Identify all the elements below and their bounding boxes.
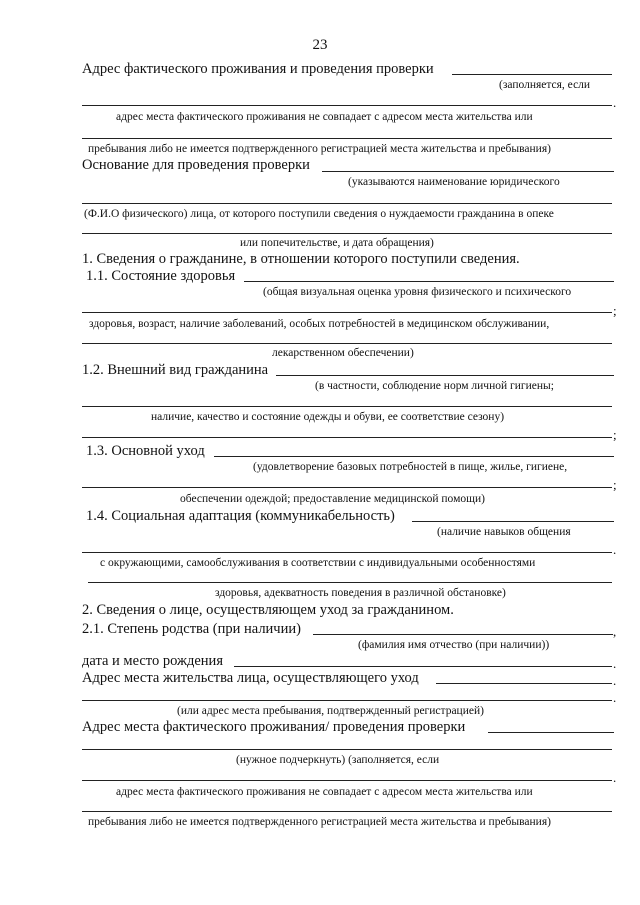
comma-mark: ,	[613, 624, 617, 639]
adaptation-label: 1.4. Социальная адаптация (коммуникабельность)	[86, 508, 395, 524]
health-field-2[interactable]	[82, 312, 612, 313]
health-field-3[interactable]	[82, 343, 612, 344]
section-2-heading: 2. Сведения о лице, осуществляющем уход за гражданином.	[82, 602, 454, 618]
note-clothing: наличие, качество и состояние одежды и обуви, ее соответствие сезону)	[151, 411, 505, 423]
note-full-name: (фамилия имя отчество (при наличии))	[358, 639, 550, 651]
caregiver-address-field-2[interactable]	[82, 700, 612, 701]
birth-label: дата и место рождения	[82, 653, 223, 669]
birth-field[interactable]	[234, 666, 612, 667]
note-communication: (наличие навыков общения	[437, 526, 571, 538]
note-fill-if: (заполняется, если	[499, 79, 591, 91]
basis-label: Основание для проведения проверки	[82, 157, 310, 173]
health-field[interactable]	[244, 281, 614, 282]
caregiver-address-label: Адрес места жительства лица, осуществляющего уход	[82, 670, 419, 686]
note-hygiene: (в частности, соблюдение норм личной гигиены;	[315, 380, 554, 392]
period-mark: .	[613, 656, 617, 671]
appearance-label: 1.2. Внешний вид гражданина	[82, 362, 269, 378]
appearance-field[interactable]	[276, 375, 614, 376]
page-number: 23	[312, 37, 328, 53]
caregiver-actual-field[interactable]	[488, 732, 614, 733]
caregiver-actual-field-4[interactable]	[82, 811, 612, 812]
note-basic-needs: (удовлетворение базовых потребностей в пище, жилье, гигиене,	[253, 461, 568, 473]
period-mark: .	[613, 95, 617, 110]
care-field[interactable]	[214, 456, 614, 457]
note-address-mismatch-2: адрес места фактического проживания не совпадает с адресом места жительства или	[116, 786, 533, 798]
semicolon-mark: ;	[613, 427, 617, 442]
period-mark: .	[613, 542, 617, 557]
section-1-heading: 1. Сведения о гражданине, в отношении которого поступили сведения.	[82, 251, 520, 267]
note-behavior: здоровья, адекватность поведения в различной обстановке)	[215, 587, 506, 599]
note-health-assessment: (общая визуальная оценка уровня физического и психического	[263, 286, 572, 298]
appearance-field-2[interactable]	[82, 406, 612, 407]
note-physical-person: (Ф.И.О физического) лица, от которого поступили сведения о нуждаемости гражданина в опеке	[84, 208, 554, 220]
note-legal-name: (указываются наименование юридического	[348, 176, 560, 188]
note-self-service: с окружающими, самообслуживания в соответствии с индивидуальными особенностями	[100, 557, 536, 569]
caregiver-actual-field-3[interactable]	[82, 780, 612, 781]
adaptation-field-3[interactable]	[88, 582, 612, 583]
care-field-2[interactable]	[82, 487, 612, 488]
basis-field-2[interactable]	[82, 203, 612, 204]
kinship-label: 2.1. Степень родства (при наличии)	[82, 621, 301, 637]
caregiver-address-field[interactable]	[436, 683, 612, 684]
basis-field[interactable]	[322, 171, 614, 172]
caregiver-actual-label: Адрес места фактического проживания/ проведения проверки	[82, 719, 466, 735]
kinship-field[interactable]	[313, 634, 613, 635]
note-clothing-medical: обеспечении одеждой; предоставление медицинской помощи)	[180, 493, 485, 505]
adaptation-field[interactable]	[412, 521, 614, 522]
basis-field-3[interactable]	[82, 233, 612, 234]
period-mark: .	[613, 690, 617, 705]
note-no-registration-2: пребывания либо не имеется подтвержденного регистрацией места жительства и пребывания)	[88, 816, 551, 828]
health-label: 1.1. Состояние здоровья	[86, 268, 236, 284]
semicolon-mark: ;	[613, 303, 617, 318]
appearance-field-3[interactable]	[82, 437, 612, 438]
actual-address-field-2[interactable]	[82, 105, 612, 106]
note-guardianship-date: или попечительстве, и дата обращения)	[240, 237, 434, 249]
caregiver-actual-field-2[interactable]	[82, 749, 612, 750]
note-address-mismatch: адрес места фактического проживания не совпадает с адресом места жительства или	[116, 111, 533, 123]
note-health-details: здоровья, возраст, наличие заболеваний, особых потребностей в медицинском обслуживании,	[89, 318, 550, 330]
semicolon-mark: ;	[613, 477, 617, 492]
actual-address-field-3[interactable]	[82, 138, 612, 139]
period-mark: .	[613, 673, 617, 688]
actual-address-label: Адрес фактического проживания и проведения проверки	[82, 61, 434, 77]
note-underline: (нужное подчеркнуть) (заполняется, если	[236, 754, 440, 766]
care-label: 1.3. Основной уход	[86, 443, 205, 459]
adaptation-field-2[interactable]	[82, 552, 612, 553]
actual-address-field[interactable]	[452, 74, 612, 75]
note-stay-address: (или адрес места пребывания, подтвержденный регистрацией)	[177, 705, 484, 717]
note-no-registration: пребывания либо не имеется подтвержденного регистрацией места жительства и пребывания)	[88, 143, 551, 155]
period-mark: .	[613, 770, 617, 785]
note-medicine: лекарственном обеспечении)	[272, 347, 414, 359]
